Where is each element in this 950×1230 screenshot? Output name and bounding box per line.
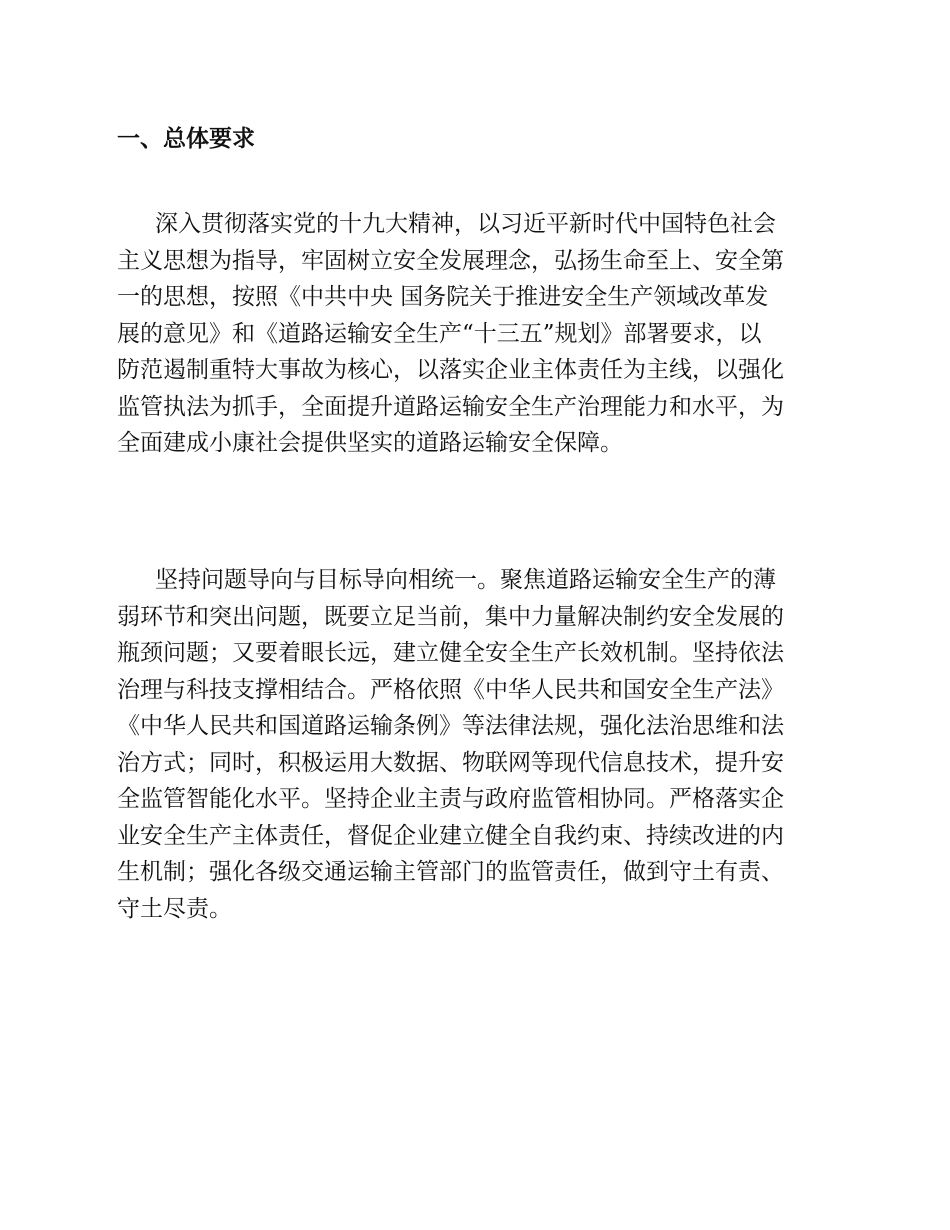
paragraph-line: 治方式；同时，积极运用大数据、物联网等现代信息技术，提升安 (117, 749, 784, 776)
paragraph-line: 弱环节和突出问题，既要立足当前，集中力量解决制约安全发展的 (117, 603, 784, 630)
paragraph-line: 《中华人民共和国道路运输条例》等法律法规，强化法治思维和法 (117, 713, 784, 739)
paragraph-line: 展的意见》和《道路运输安全生产“十三五”规划》部署要求，以 (117, 320, 762, 347)
paragraph-line: 守土尽责。 (117, 895, 232, 922)
paragraph-line: 业安全生产主体责任，督促企业建立健全自我约束、持续改进的内 (117, 822, 784, 849)
paragraph-line: 防范遏制重特大事故为核心，以落实企业主体责任为主线，以强化 (117, 357, 784, 383)
paragraph-line: 全面建成小康社会提供坚实的道路运输安全保障。 (117, 430, 623, 456)
paragraph-line: 全监管智能化水平。坚持企业主责与政府监管相协同。严格落实企 (117, 786, 784, 812)
paragraph-line: 生机制；强化各级交通运输主管部门的监管责任，做到守土有责、 (117, 859, 784, 885)
paragraph-line: 瓶颈问题；又要着眼长远，建立健全安全生产长效机制。坚持依法 (117, 640, 784, 666)
section-heading: 一、总体要求 (117, 126, 255, 152)
paragraph-line: 主义思想为指导，牢固树立安全发展理念，弘扬生命至上、安全第 (117, 247, 784, 274)
paragraph-line: 深入贯彻落实党的十九大精神，以习近平新时代中国特色社会 (155, 211, 776, 237)
paragraph-line: 治理与科技支撑相结合。严格依照《中华人民共和国安全生产法》 (117, 676, 784, 703)
paragraph-line: 坚持问题导向与目标导向相统一。聚焦道路运输安全生产的薄 (155, 567, 776, 593)
paragraph-line: 一的思想，按照《中共中央 国务院关于推进安全生产领域改革发 (117, 284, 769, 310)
paragraph-principles (117, 562, 784, 927)
paragraph-general-requirements (117, 206, 784, 462)
paragraph-line: 监管执法为抓手，全面提升道路运输安全生产治理能力和水平，为 (117, 393, 784, 420)
